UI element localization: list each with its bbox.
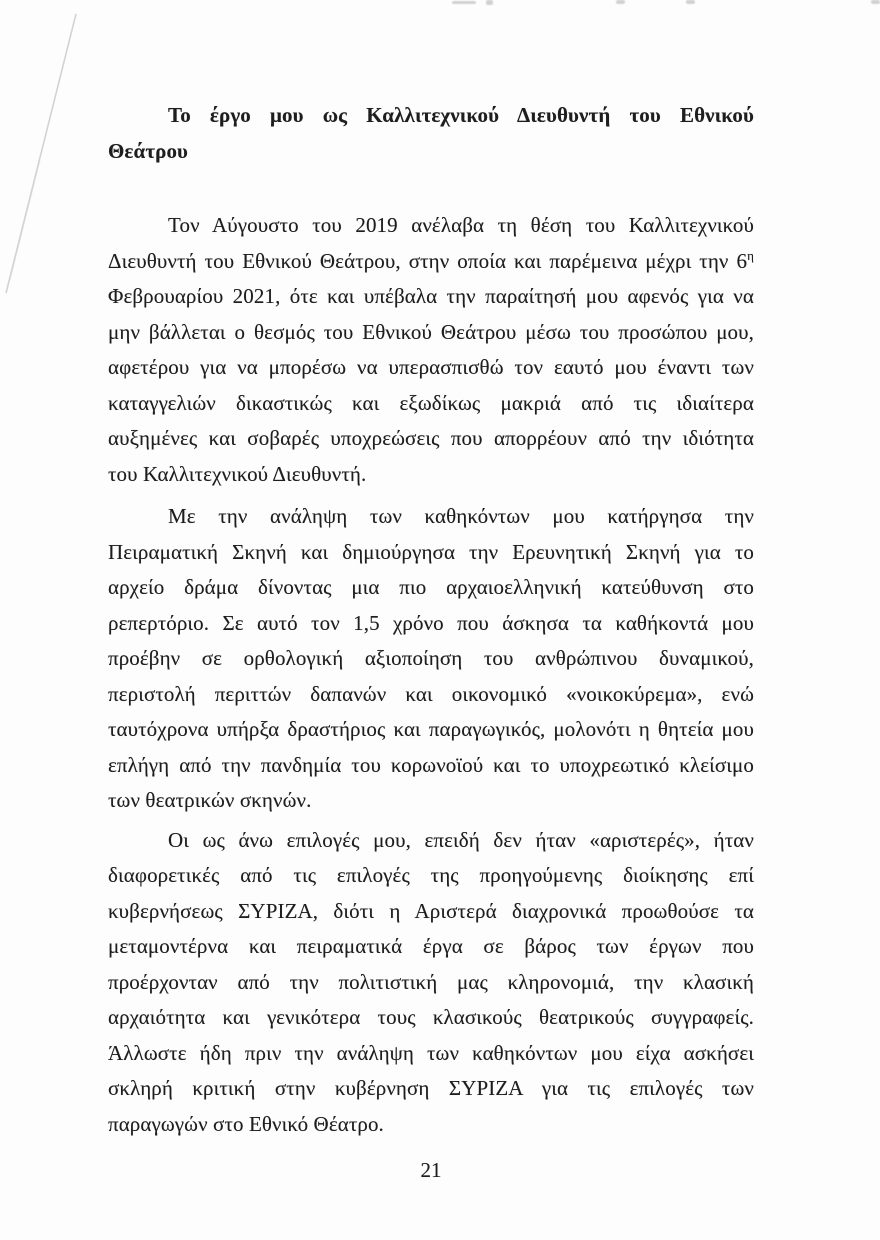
paragraph-line: προέρχονταν από την πολιτιστική μας κληρονομιά, την κλασική [108,969,754,994]
paragraph-line: αρχαιότητα και γενικότερα τους κλασικούς θεατρικούς συγγραφείς. [108,1005,754,1029]
paragraph-line: παραγωγών στο Εθνικό Θέατρο. [108,1111,384,1136]
title-line: Το έργο μου ως Καλλιτεχνικού Διευθυντή του Εθνικού [168,103,754,127]
paragraph-line: Πειραματική Σκηνή και δημιούργησα την Ερευνητική Σκηνή για το [108,539,754,564]
paragraph-line: των θεατρικών σκηνών. [108,788,312,812]
scan-smudge [616,0,625,4]
paragraph-line: περιστολή περιττών δαπανών και οικονομικό «νοικοκύρεμα», ενώ [108,681,754,706]
paragraph-line: Οι ως άνω επιλογές μου, επειδή δεν ήταν «αριστερές», ήταν [168,827,754,852]
title-line: Θεάτρου [108,138,189,163]
paragraph-line: ρεπερτόριο. Σε αυτό τον 1,5 χρόνο που άσκησα τα καθήκοντά μου [108,610,754,635]
paragraph [108,499,754,819]
paragraph-line: αρχείο δράμα δίνοντας μια πιο αρχαιοελληνική κατεύθυνση στο [108,575,754,599]
paragraph-line: κυβερνήσεως ΣΥΡΙΖΑ, διότι η Αριστερά διαχρονικά προωθούσε τα [108,898,754,923]
paragraph-line: ταυτόχρονα υπήρξα δραστήριος και παραγωγικός, μολονότι η θητεία μου [108,717,754,741]
scan-smudge [486,0,493,5]
paragraph-line: επλήγη από την πανδημία του κορωνοϊού και το υποχρεωτικό κλείσιμο [108,752,754,777]
document-paragraphs [108,208,754,1142]
paragraph-line: του Καλλιτεχνικού Διευθυντή. [108,461,367,486]
paragraph [108,823,754,1143]
paragraph-line: αυξημένες και σοβαρές υποχρεώσεις που απορρέουν από την ιδιότητα [108,426,754,450]
paragraph-line: προέβην σε ορθολογική αξιοποίηση του ανθρώπινου δυναμικού, [108,646,754,670]
document-body [108,98,754,1189]
paragraph-line: μεταμοντέρνα και πειραματικά έργα σε βάρος των έργων που [108,934,754,958]
paragraph-line: διαφορετικές από τις επιλογές της προηγούμενης διοίκησης επί [108,863,754,887]
paragraph-line: Φεβρουαρίου 2021, ότε και υπέβαλα την παραίτησή μου αφενός για να [108,284,754,308]
page-number: 21 [420,1158,442,1182]
scan-smudge [686,0,695,4]
scan-smudge [871,0,880,4]
paragraph-line: καταγγελιών δικαστικώς και εξωδίκως μακριά από τις ιδιαίτερα [108,390,754,415]
paragraph-line: Άλλωστε ήδη πριν την ανάληψη των καθηκόντων μου είχα ασκήσει [108,1040,754,1065]
paragraph-line: Τον Αύγουστο του 2019 ανέλαβα τη θέση του Καλλιτεχνικού [168,213,754,237]
superscript: η [747,247,754,263]
paragraph-line: Διευθυντή του Εθνικού Θεάτρου, στην οποία και παρέμεινα μέχρι την $6^\eta$ [108,247,754,273]
scan-smudge [452,1,476,4]
paragraph-line: σκληρή κριτική στην κυβέρνηση ΣΥΡΙΖΑ για τις επιλογές των [108,1076,754,1100]
paragraph-line: μην βάλλεται ο θεσμός του Εθνικού Θεάτρου μέσω του προσώπου μου, [108,319,754,344]
document-title [108,98,754,169]
paragraph [108,208,754,492]
paragraph-line: Με την ανάληψη των καθηκόντων μου κατήργησα την [168,504,754,528]
paragraph-line: αφετέρου για να μπορέσω να υπερασπισθώ τον εαυτό μου έναντι των [108,355,754,379]
